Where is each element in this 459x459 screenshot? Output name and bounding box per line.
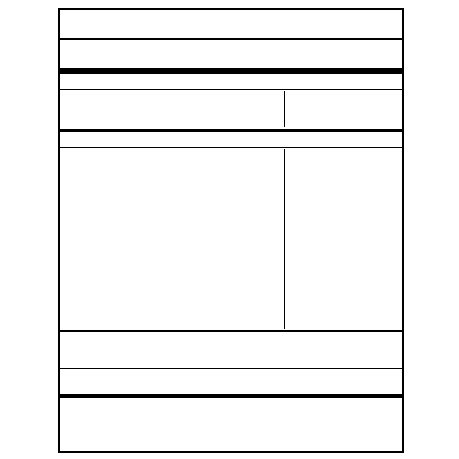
column-separator — [284, 91, 285, 127]
divider — [60, 368, 402, 369]
thick-divider — [60, 129, 402, 132]
column-separator — [284, 149, 285, 329]
thick-divider — [60, 394, 402, 398]
divider — [60, 89, 402, 90]
divider — [60, 38, 402, 40]
thick-divider — [60, 68, 402, 74]
divider — [60, 147, 402, 148]
nutrition-panel — [58, 8, 404, 453]
divider — [60, 330, 402, 332]
